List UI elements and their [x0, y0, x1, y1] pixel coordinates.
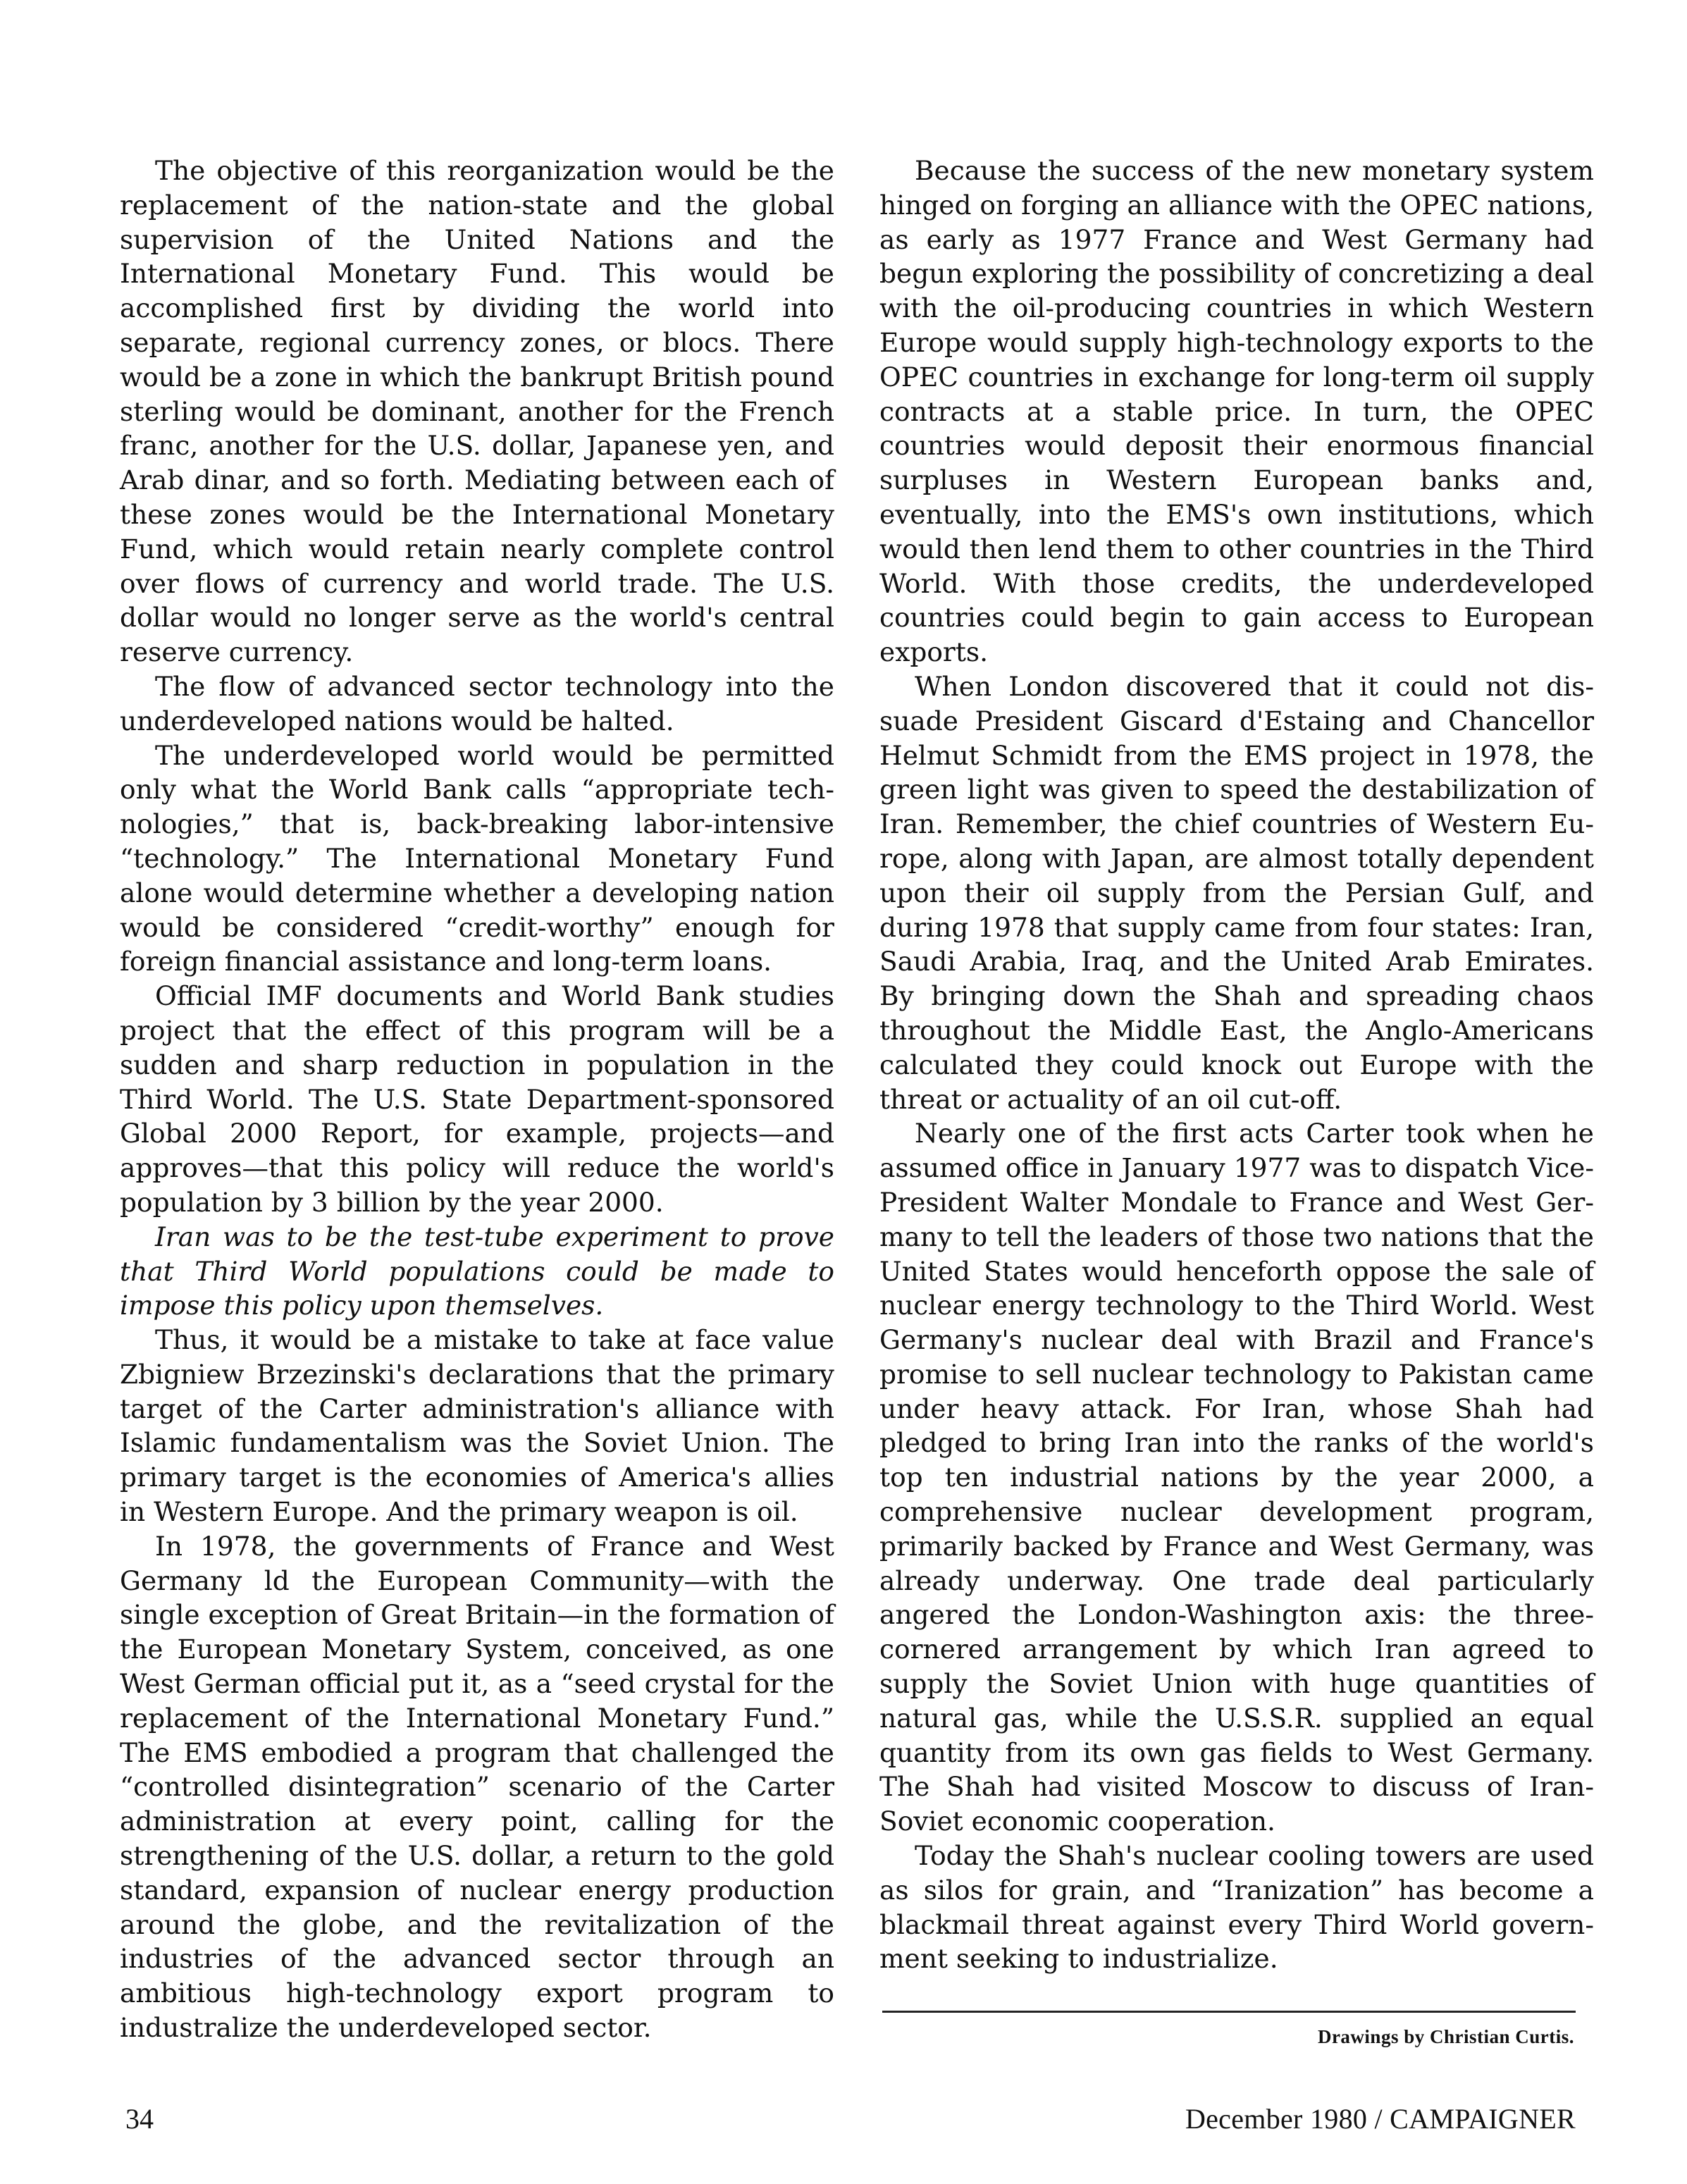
- body-paragraph: When London discovered that it could not dissuade President Giscard d'Estaing and Chancellor Helmut Schmidt from the EMS project in 1978, the green light was given to speed the destabilization of Iran. Remember, the chief countries of Western Europe, along with Japan, are almost totally dependent upon their oil supply from the Persian Gulf, and during 1978 that supply came from four states: Iran, Saudi Arabia, Iraq, and the United Arab Emirates. By bringing down the Shah and spreading chaos throughout the Middle East, the Anglo-Americans calculated they could knock out Europe with the threat or actuality of an oil cut-off.: [879, 670, 1594, 1115]
- body-paragraph: Because the success of the new monetary system hinged on forging an alliance with the OPEC nations, as early as 1977 France and West Germany had begun exploring the possibility of concretizing a deal with the oil-producing countries in which Western Europe would supply high-technology exports to the OPEC countries in exchange for long-term oil supply contracts at a stable price. In turn, the OPEC countries would deposit their enormous financial surpluses in Western European banks and, eventually, into the EMS's own institutions, which would then lend them to other countries in the Third World. With those credits, the underdeveloped countries could begin to gain access to European exports.: [879, 155, 1594, 668]
- body-paragraph: The underdeveloped world would be permitted only what the World Bank calls “appropriate technologies,” that is, back-breaking labor-intensive “technology.” The International Monetary Fund alone would determine whether a developing nation would be considered “credit-worthy” enough for foreign financial assistance and long-term loans.: [120, 739, 834, 977]
- body-paragraph: Nearly one of the first acts Carter took when he assumed office in January 1977 was to dispatch Vice-President Walter Mondale to France and West Germany to tell the leaders of those two nations that the United States would henceforth oppose the sale of nuclear energy technology to the Third World. West Germany's nuclear deal with Brazil and France's promise to sell nuclear technology to Pakistan came under heavy attack. For Iran, whose Shah had pledged to bring Iran into the ranks of the world's top ten industrial nations by the year 2000, a comprehensive nuclear development program, primarily backed by France and West Germany, was already underway. One trade deal particularly angered the London-Washington axis: the three-cornered arrangement by which Iran agreed to supply the Soviet Union with huge quantities of natural gas, while the U.S.S.R. supplied an equal quantity from its own gas fields to West Germany. The Shah had visited Moscow to discuss of Iran-Soviet economic cooperation.: [879, 1118, 1594, 1837]
- body-paragraph: Thus, it would be a mistake to take at face value Zbigniew Brzezinski's declarations that the primary target of the Carter administration's alliance with Islamic fundamentalism was the Soviet Union. The primary target is the economies of America's allies in Western Europe. And the primary weapon is oil.: [120, 1324, 834, 1528]
- body-paragraph: In 1978, the governments of France and West Germany ld the European Community—with the single exception of Great Britain—in the formation of the European Monetary System, conceived, as one West German official put it, as a “seed crystal for the replacement of the International Monetary Fund.” The EMS embodied a program that challenged the “controlled disintegration” scenario of the Carter administration at every point, calling for the strengthening of the U.S. dollar, a return to the gold standard, expansion of nuclear energy production around the globe, and the revitalization of the industries of the advanced sector through an ambitious high-technology export program to industralize the underdeveloped sector.: [120, 1530, 834, 2044]
- right-column: [879, 154, 1594, 1976]
- illustration-credit: Drawings by Christian Curtis.: [1317, 2026, 1574, 2047]
- body-paragraph: The flow of advanced sector technology into the underdeveloped nations would be halted.: [120, 670, 834, 736]
- italic-emphasis-paragraph: Iran was to be the test-tube experiment to prove that Third World populations could be made to impose this policy upon themselves.: [120, 1221, 834, 1321]
- body-paragraph: The objective of this reorganization would be the replacement of the nation-state and the global supervision of the United Nations and the International Monetary Fund. This would be accomplished first by dividing the world into separate, regional currency zones, or blocs. There would be a zone in which the bankrupt British pound sterling would be dominant, another for the French franc, another for the U.S. dollar, Japanese yen, and Arab dinar, and so forth. Mediating between each of these zones would be the International Monetary Fund, which would retain nearly complete control over flows of currency and world trade. The U.S. dollar would no longer serve as the world's central reserve currency.: [120, 155, 834, 668]
- body-paragraph: Official IMF documents and World Bank studies project that the effect of this program will be a sudden and sharp reduction in population in the Third World. The U.S. State Department-sponsored Global 2000 Report, for example, projects—and approves—that this policy will reduce the world's population by 3 billion by the year 2000.: [120, 980, 834, 1218]
- article-end-rule: [882, 2011, 1576, 2013]
- body-paragraph: Today the Shah's nuclear cooling towers are used as silos for grain, and “Iranization” has become a blackmail threat against every Third World government seeking to industrialize.: [879, 1840, 1594, 1975]
- left-column: [120, 154, 834, 2045]
- page-number: 34: [125, 2103, 154, 2135]
- issue-footer: December 1980 / CAMPAIGNER: [1185, 2103, 1576, 2135]
